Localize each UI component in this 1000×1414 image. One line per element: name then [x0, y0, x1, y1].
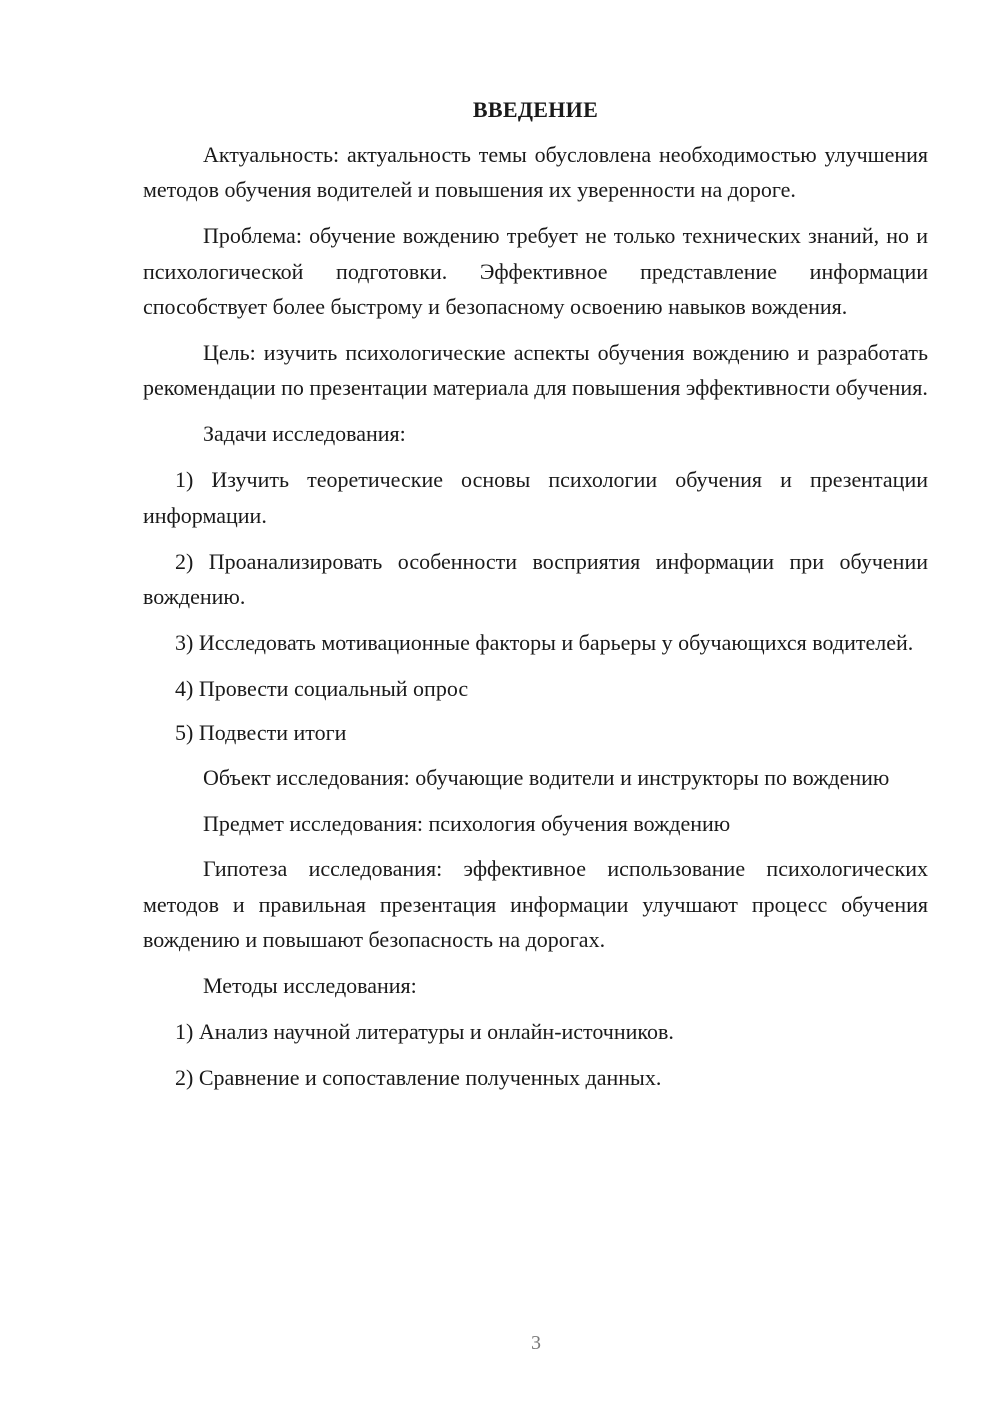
task-item-2: 2) Проанализировать особенности восприятия информации при обучении вождению. [143, 548, 928, 609]
task-item-5: 5) Подвести итоги [175, 720, 347, 746]
page-number: 3 [531, 1332, 541, 1354]
relevance-paragraph: Актуальность: актуальность темы обусловлена необходимостью улучшения методов обучения водителей и повышения их уверенности на дороге. [143, 142, 928, 203]
goal-paragraph: Цель: изучить психологические аспекты обучения вождению и разработать рекомендации по презентации материала для повышения эффективности обучения. [143, 340, 928, 401]
document-page [143, 92, 928, 1106]
subject-paragraph: Предмет исследования: психология обучения вождению [203, 810, 731, 836]
problem-paragraph: Проблема: обучение вождению требует не только технических знаний, но и психологической подготовки. Эффективное представление информации способствует более быстрому и безопасному освоению навыков вождения. [143, 223, 928, 320]
task-item-4: 4) Провести социальный опрос [175, 675, 469, 701]
tasks-heading: Задачи исследования: [203, 421, 406, 447]
method-item-1: 1) Анализ научной литературы и онлайн-источников. [175, 1019, 674, 1045]
object-paragraph: Объект исследования: обучающие водители и инструкторы по вождению [203, 764, 890, 790]
task-item-3: 3) Исследовать мотивационные факторы и барьеры у обучающихся водителей. [175, 629, 914, 655]
section-title: ВВЕДЕНИЕ [472, 97, 599, 122]
methods-heading: Методы исследования: [203, 973, 417, 999]
hypothesis-paragraph: Гипотеза исследования: эффективное использование психологических методов и правильная презентация информации улучшают процесс обучения вождению и повышают безопасность на дорогах. [143, 856, 928, 953]
method-item-2: 2) Сравнение и сопоставление полученных данных. [175, 1064, 662, 1090]
task-item-1: 1) Изучить теоретические основы психологии обучения и презентации информации. [143, 467, 928, 528]
